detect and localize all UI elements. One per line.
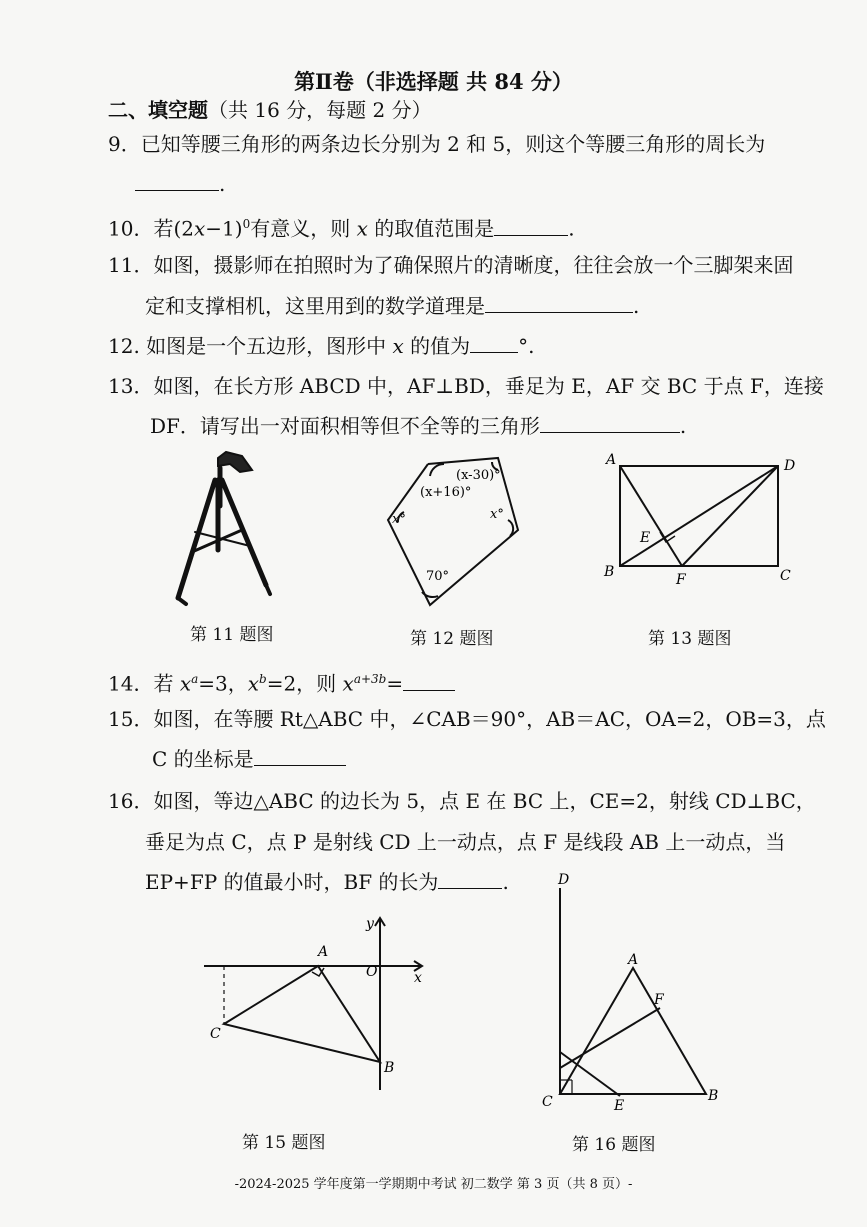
question-9-line2: . [135, 170, 225, 198]
question-16-line3: EP+FP 的值最小时，BF 的长为 . [145, 870, 509, 894]
answer-blank-16[interactable] [438, 868, 502, 889]
answer-blank-11[interactable] [485, 292, 633, 313]
svg-text:A: A [318, 944, 329, 960]
figure-15-caption: 第 15 题图 [242, 1133, 326, 1153]
svg-text:O: O [366, 964, 378, 980]
figure-16-caption: 第 16 题图 [572, 1135, 656, 1155]
svg-text:y: y [366, 916, 374, 932]
svg-text:E: E [640, 530, 651, 546]
svg-text:E: E [614, 1098, 625, 1114]
svg-text:A: A [628, 952, 639, 968]
svg-text:B: B [708, 1088, 719, 1104]
svg-text:C: C [780, 568, 791, 584]
svg-text:B: B [384, 1060, 395, 1076]
question-11-line2: 定和支撑相机，这里用到的数学道理是 . [145, 294, 640, 318]
coordinate-figure [200, 910, 440, 1100]
question-16-line1: 16．如图，等边△ABC 的边长为 5，点 E 在 BC 上，CE=2，射线 CD⊥BC， [108, 789, 816, 813]
figure-11-caption: 第 11 题图 [190, 625, 274, 645]
angle-label-top: (x-30)° [456, 468, 501, 483]
angle-label-top2: (x+16)° [420, 485, 472, 500]
section-label: 二、填空题 [108, 98, 208, 122]
answer-blank-12[interactable] [470, 332, 518, 353]
question-13-line1: 13．如图，在长方形 ABCD 中，AF⊥BD，垂足为 E，AF 交 BC 于点 F，连接 [108, 374, 824, 398]
rectangle-figure [600, 450, 810, 590]
svg-text:D: D [558, 872, 570, 888]
answer-blank-9[interactable] [135, 170, 219, 191]
svg-text:B: B [604, 564, 615, 580]
question-12: 12. 如图是一个五边形，图形中 x 的值为 °. [108, 334, 535, 358]
answer-blank-15[interactable] [254, 745, 346, 766]
angle-label-left: x° [392, 512, 406, 527]
svg-text:A: A [606, 452, 617, 468]
answer-blank-13[interactable] [540, 412, 680, 433]
angle-label-right: x° [490, 507, 504, 522]
svg-text:F: F [654, 992, 664, 1008]
svg-text:D: D [784, 458, 796, 474]
question-15-line2: C 的坐标是 [152, 745, 346, 773]
svg-text:x: x [414, 970, 422, 986]
question-15-line1: 15．如图，在等腰 Rt△ABC 中，∠CAB＝90°，AB＝AC，OA=2，OB=3，点 [108, 707, 826, 731]
equilateral-figure [540, 868, 740, 1114]
figure-12-caption: 第 12 题图 [410, 629, 494, 649]
part-title: 第Ⅱ卷（非选择题 共 84 分） [294, 69, 573, 94]
page-footer: -2024-2025 学年度第一学期期中考试 初二数学 第 3 页（共 8 页）- [234, 1177, 633, 1192]
pentagon-figure [380, 450, 530, 610]
svg-text:F: F [676, 572, 686, 588]
answer-blank-14[interactable] [403, 670, 455, 691]
svg-text:C: C [542, 1094, 553, 1110]
question-9-line1: 9．已知等腰三角形的两条边长分别为 2 和 5，则这个等腰三角形的周长为 [108, 132, 766, 156]
question-14: 14．若 $x^a=3$，$x^b=2$，则 $x^{a+3b}=$ [108, 665, 455, 698]
figure-13-caption: 第 13 题图 [648, 629, 732, 649]
answer-blank-10[interactable] [494, 215, 568, 236]
section-heading [108, 96, 432, 124]
angle-label-bottom: 70° [426, 569, 450, 584]
question-10: 10．若$(2x-1)^0$有意义，则 x 的取值范围是 . [108, 216, 575, 241]
section-note: （共 16 分，每题 2 分） [208, 98, 432, 122]
question-13-line2: DF．请写出一对面积相等但不全等的三角形 . [150, 414, 687, 438]
tripod-figure [160, 450, 290, 610]
svg-text:C: C [210, 1026, 221, 1042]
question-16-line2: 垂足为点 C，点 P 是射线 CD 上一动点，点 F 是线段 AB 上一动点，当 [145, 830, 786, 854]
question-11-line1: 11．如图，摄影师在拍照时为了确保照片的清晰度，往往会放一个三脚架来固 [108, 253, 794, 277]
